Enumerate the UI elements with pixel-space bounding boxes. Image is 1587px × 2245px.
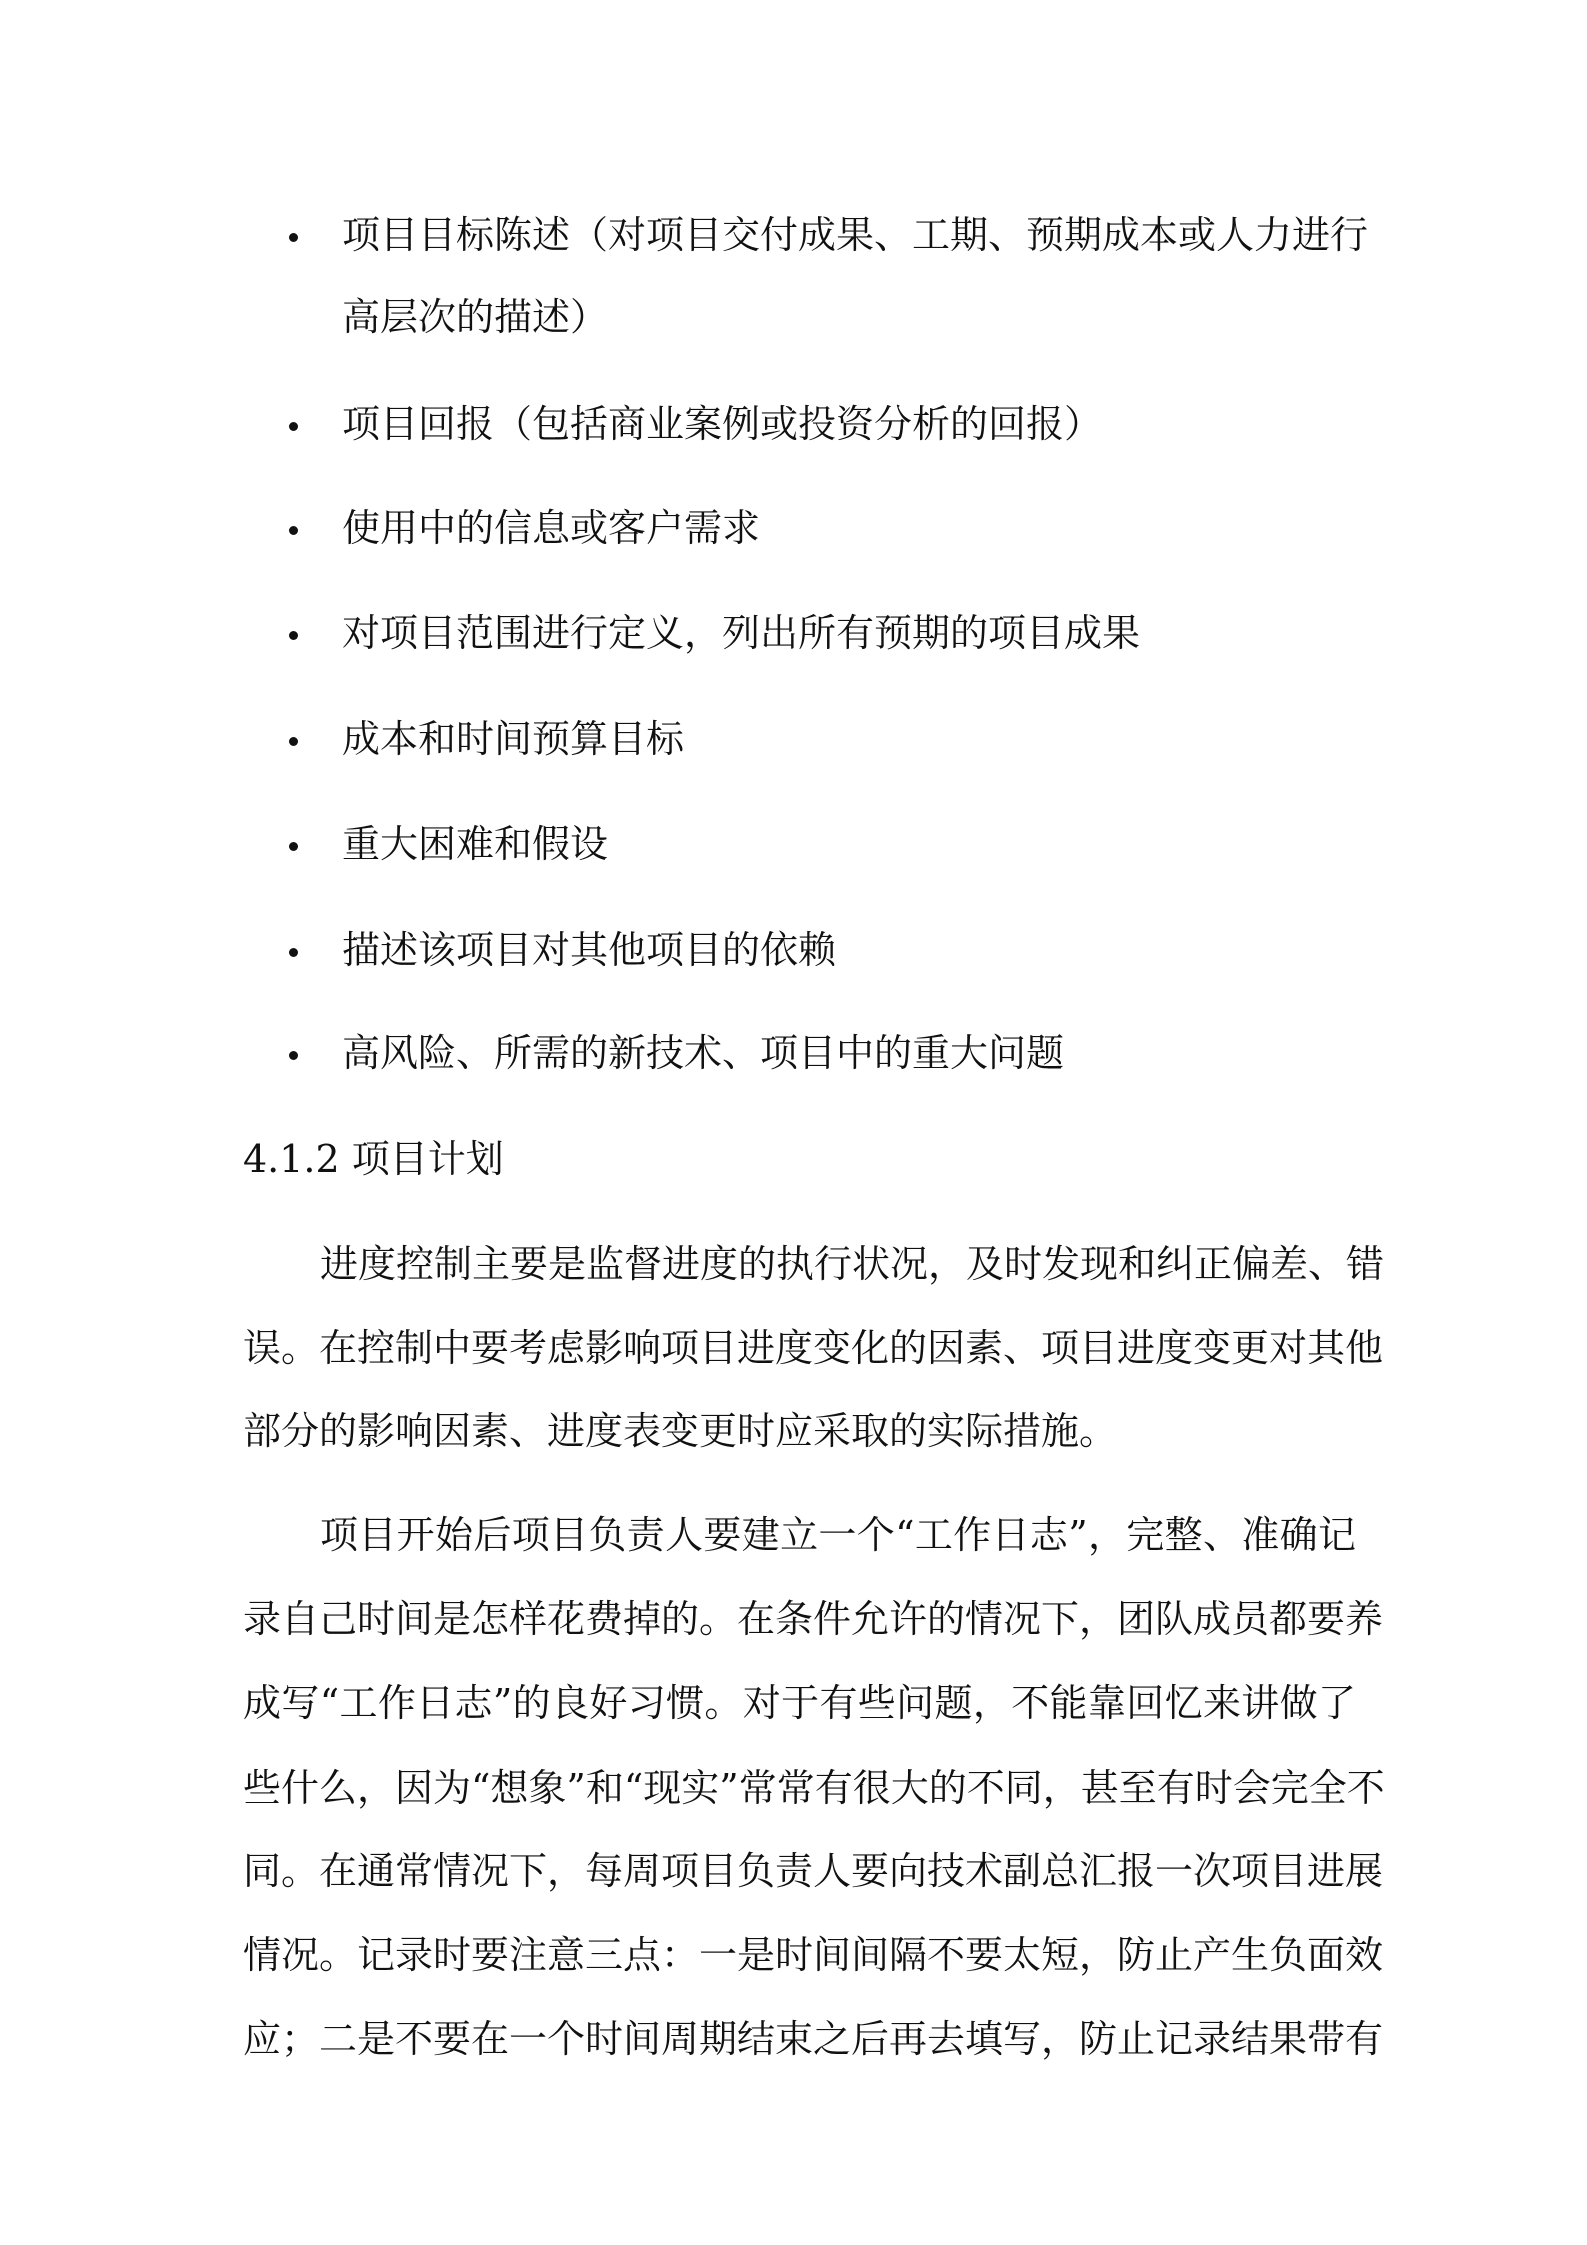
bullet-icon (289, 422, 298, 431)
paragraph-line: 情况。记录时要注意三点：一是时间间隔不要太短，防止产生负面效 (243, 1933, 1384, 1977)
bullet-icon (289, 842, 298, 851)
paragraph-line: 同。在通常情况下，每周项目负责人要向技术副总汇报一次项目进展 (243, 1849, 1384, 1893)
bullet-item-text: 对项目范围进行定义，列出所有预期的项目成果 (342, 611, 1141, 655)
paragraph-line: 项目开始后项目负责人要建立一个“工作日志”，完整、准确记 (320, 1513, 1356, 1557)
bullet-item-text: 描述该项目对其他项目的依赖 (342, 928, 837, 972)
paragraph-line: 成写“工作日志”的良好习惯。对于有些问题，不能靠回忆来讲做了 (243, 1681, 1356, 1725)
bullet-icon (289, 526, 298, 535)
bullet-icon (289, 631, 298, 640)
paragraph-line: 些什么，因为“想象”和“现实”常常有很大的不同，甚至有时会完全不 (243, 1766, 1385, 1810)
paragraph-line: 部分的影响因素、进度表变更时应采取的实际措施。 (243, 1409, 1118, 1453)
bullet-item-text: 高风险、所需的新技术、项目中的重大问题 (342, 1031, 1065, 1075)
bullet-item-text: 项目回报（包括商业案例或投资分析的回报） (342, 402, 1103, 446)
bullet-icon (289, 948, 298, 957)
paragraph-line: 误。在控制中要考虑影响项目进度变化的因素、项目进度变更对其他 (243, 1326, 1384, 1370)
bullet-item-text: 高层次的描述） (342, 295, 609, 339)
section-heading: 4.1.2 项目计划 (243, 1137, 504, 1181)
paragraph-line: 应；二是不要在一个时间周期结束之后再去填写，防止记录结果带有 (243, 2017, 1384, 2061)
paragraph-line: 录自己时间是怎样花费掉的。在条件允许的情况下，团队成员都要养 (243, 1597, 1384, 1641)
bullet-item-text: 重大困难和假设 (342, 822, 609, 866)
bullet-item-text: 成本和时间预算目标 (342, 717, 685, 761)
bullet-item-text: 项目目标陈述（对项目交付成果、工期、预期成本或人力进行 (342, 213, 1369, 257)
bullet-item-text: 使用中的信息或客户需求 (342, 506, 761, 550)
bullet-icon (289, 737, 298, 746)
bullet-icon (289, 1051, 298, 1060)
bullet-icon (289, 233, 298, 242)
paragraph-line: 进度控制主要是监督进度的执行状况，及时发现和纠正偏差、错 (320, 1242, 1385, 1286)
